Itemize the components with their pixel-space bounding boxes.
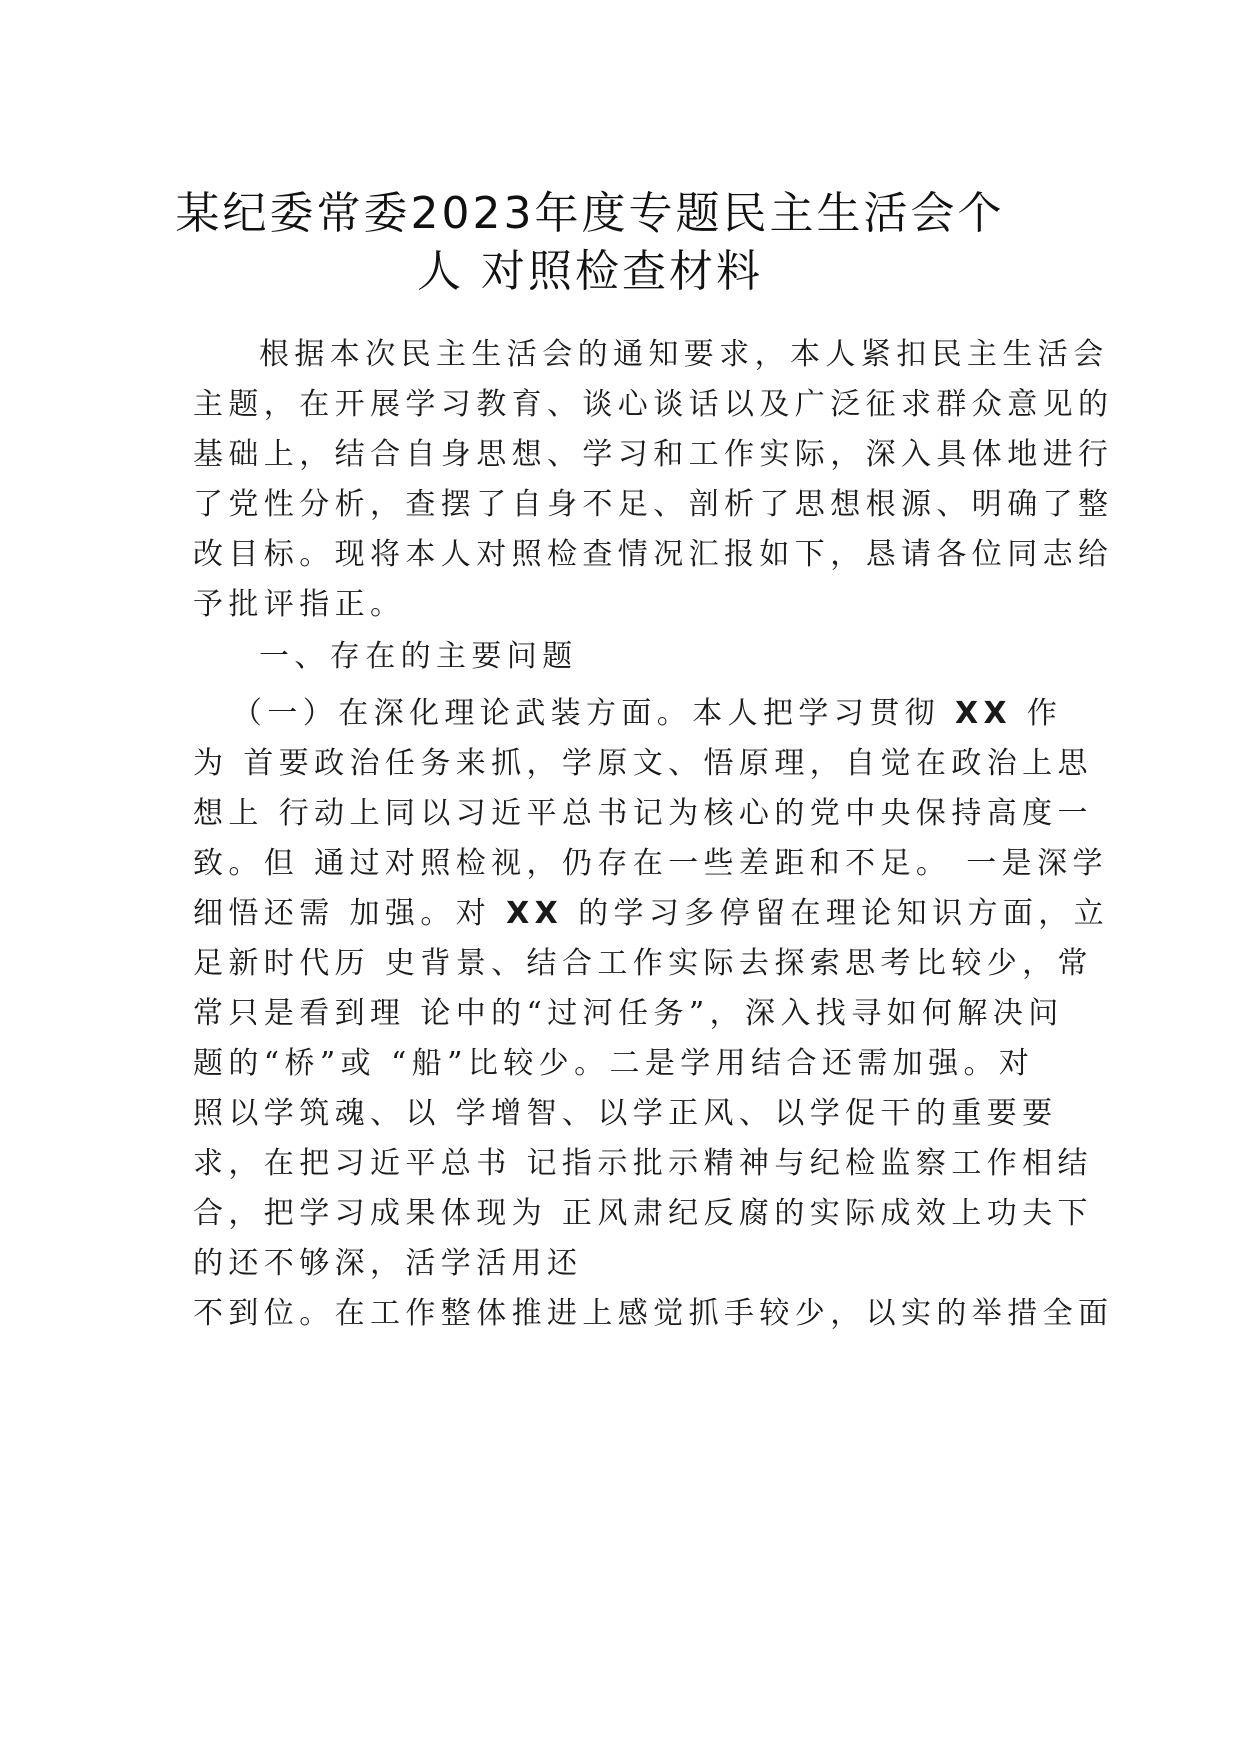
- intro-line-3: 基础上，结合自身思想、学习和工作实际，深入具体地进行: [193, 437, 1114, 472]
- document-title-line-2: 人 对照检查材料: [417, 246, 763, 297]
- subsection-1-line-8: 题的“桥”或 “船”比较少。二是学用结合还需加强。对: [193, 1046, 1035, 1081]
- intro-line-6: 予批评指正。: [193, 587, 406, 622]
- section-heading: 一、存在的主要问题: [259, 639, 578, 674]
- document-title-line-1: 某纪委常委2023年度专题民主生活会个: [175, 188, 1005, 239]
- intro-line-5: 改目标。现将本人对照检查情况汇报如下，恳请各位同志给: [193, 537, 1114, 572]
- subsection-1-line-11: 合，把学习成果体现为 正风肃纪反腐的实际成效上功夫下: [193, 1196, 1093, 1231]
- intro-line-1: 根据本次民主生活会的通知要求，本人紧扣民主生活会: [259, 337, 1109, 372]
- placeholder-xx-1: XX: [954, 696, 1012, 731]
- subsection-1-line-12: 的还不够深，活学活用还: [193, 1246, 583, 1281]
- subsection-1-line-5-tail: 的学习多停留在理论知识方面，立: [563, 896, 1110, 931]
- subsection-1-line-6: 足新时代历 史背景、结合工作实际去探索思考比较少，常: [193, 946, 1093, 981]
- subsection-1-line-5: [193, 895, 1110, 933]
- intro-line-4: 了党性分析，查摆了自身不足、剖析了思想根源、明确了整: [193, 487, 1114, 522]
- subsection-1-line-3: 想上 行动上同以习近平总书记为核心的党中央保持高度一: [193, 796, 1093, 831]
- subsection-1-line-1: [232, 695, 1092, 733]
- subsection-1-line-4: 致。但 通过对照检视，仍存在一些差距和不足。 一是深学: [193, 846, 1108, 881]
- subsection-1-line-13: 不到位。在工作整体推进上感觉抓手较少，以实的举措全面: [193, 1296, 1114, 1331]
- subsection-1-line-9: 照以学筑魂、以 学增智、以学正风、以学促干的重要要: [193, 1096, 1058, 1131]
- subsection-1-line-1-text: （一）在深化理论武装方面。本人把学习贯彻: [232, 696, 955, 731]
- subsection-1-line-5-text: 细悟还需 加强。对: [193, 896, 507, 931]
- placeholder-xx-2: XX: [506, 896, 564, 931]
- subsection-1-line-10: 求，在把习近平总书 记指示批示精神与纪检监察工作相结: [193, 1146, 1093, 1181]
- intro-line-2: 主题，在开展学习教育、谈心谈话以及广泛征求群众意见的: [193, 387, 1114, 422]
- subsection-1-line-1-tail: 作: [1012, 696, 1063, 731]
- subsection-1-line-7: 常只是看到理 论中的“过河任务”，深入找寻如何解决问: [193, 996, 1064, 1031]
- subsection-1-line-2: 为 首要政治任务来抓，学原文、悟原理，自觉在政治上思: [193, 746, 1093, 781]
